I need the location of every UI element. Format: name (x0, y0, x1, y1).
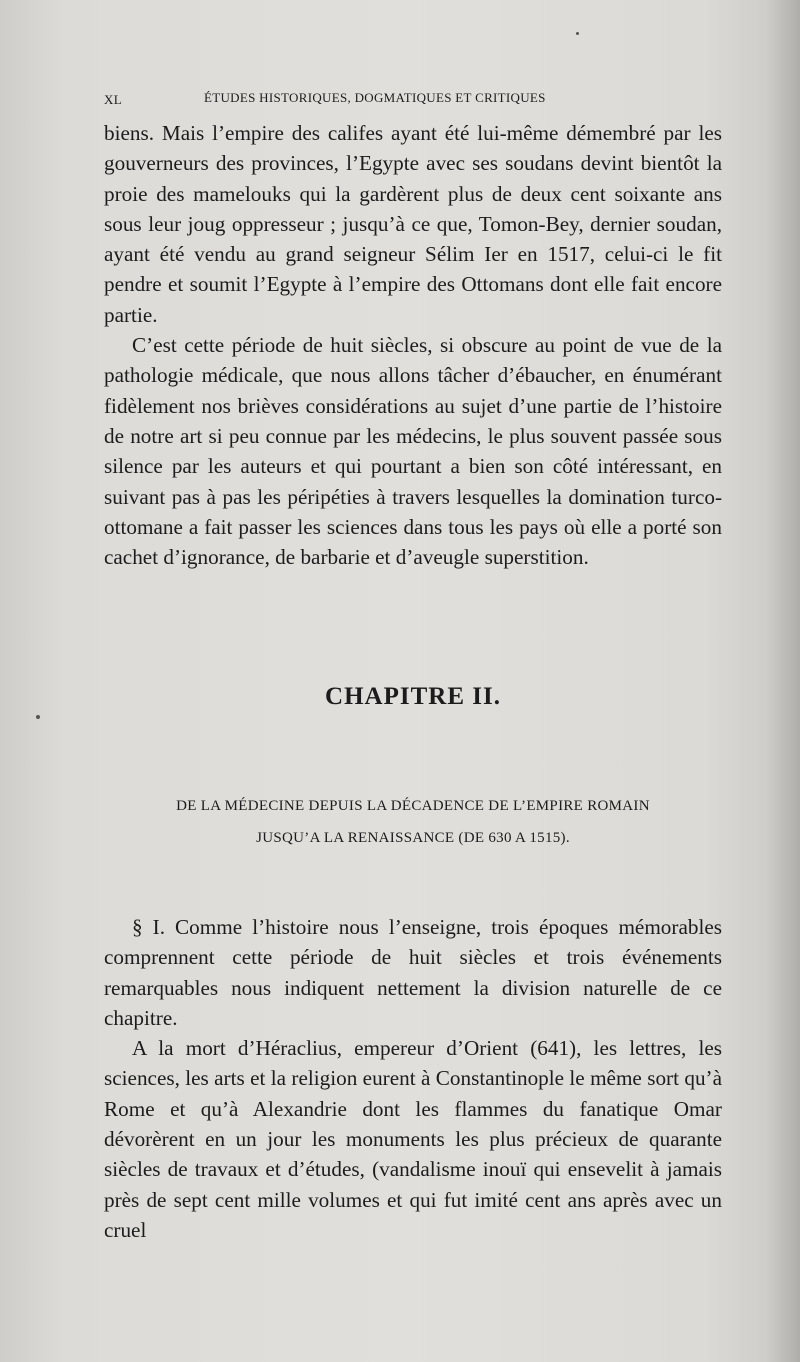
text-block-top (104, 118, 722, 572)
text-block-bottom (104, 912, 722, 1245)
page-number: XL (104, 92, 122, 107)
paragraph: biens. Mais l’empire des califes ayant été lui-même démembré par les gouverneurs des provinces, l’Egypte avec ses soudans devint bientôt la proie des mamelouks qui la gardèrent plus de deux cent soixante ans sous leur joug oppresseur ; jusqu’à ce que, Tomon-Bey, dernier soudan, ayant été vendu au grand seigneur Sélim Ier en 1517, celui-ci le fit pendre et soumit l’Egypte à l’empire des Ottomans dont elle fait encore partie. (104, 121, 722, 327)
running-title: ÉTUDES HISTORIQUES, DOGMATIQUES ET CRITIQUES (204, 90, 546, 105)
paragraph: § I. Comme l’histoire nous l’enseigne, trois époques mémorables comprennent cette période de huit siècles et trois événements remarquables nous indiquent nettement la division naturelle de ce chapitre. (104, 915, 722, 1030)
paragraph: A la mort d’Héraclius, empereur d’Orient (641), les lettres, les sciences, les arts et la religion eurent à Constantinople le même sort qu’à Rome et qu’à Alexandrie dont les flammes du fanatique Omar dévorèrent en un jour les monuments les plus précieux de quarante siècles de travaux et d’études, (vandalisme inouï qui ensevelit à jamais près de sept cent mille volumes et qui fut imité cent ans après avec un cruel (104, 1036, 722, 1242)
paragraph: C’est cette période de huit siècles, si obscure au point de vue de la pathologie médicale, que nous allons tâcher d’ébaucher, en énumérant fidèlement nos brièves considérations au sujet d’une partie de l’histoire de notre art si peu connue par les médecins, le plus souvent passée sous silence par les auteurs et qui pourtant a bien son côté intéressant, en suivant pas à pas les péripéties à travers lesquelles la domination turco-ottomane a fait passer les sciences dans tous les pays où elle a porté son cachet d’ignorance, de barbarie et d’aveugle superstition. (104, 333, 722, 570)
running-head (104, 88, 722, 110)
speck-mark (36, 715, 40, 719)
chapter-title: CHAPITRE II. (325, 683, 501, 710)
speck-mark (576, 32, 579, 35)
page-edge-shadow (766, 0, 800, 1362)
chapter-subtitle (104, 790, 722, 854)
chapter-subtitle-line: JUSQU’A LA RENAISSANCE (DE 630 A 1515). (256, 830, 570, 846)
chapter-subtitle-line: DE LA MÉDECINE DEPUIS LA DÉCADENCE DE L’EMPIRE ROMAIN (176, 798, 650, 814)
